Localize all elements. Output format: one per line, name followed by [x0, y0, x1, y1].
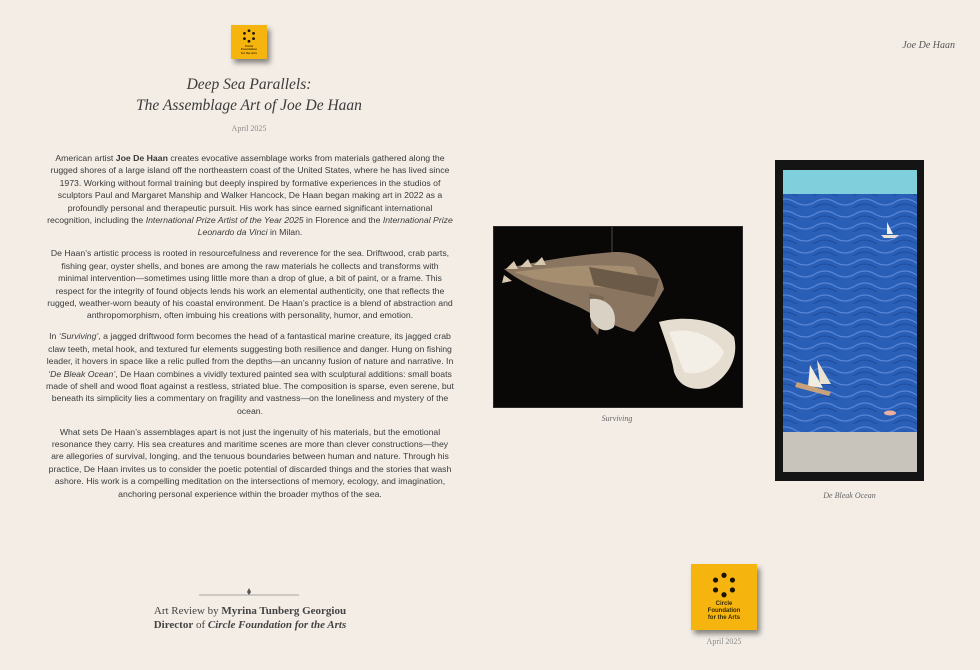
- header-author: Joe De Haan: [902, 40, 955, 51]
- circle-foundation-logo-bottom: [691, 564, 757, 630]
- organization-name: Circle Foundation for the Arts: [207, 619, 347, 631]
- title-line1: Deep Sea Parallels:: [186, 76, 312, 93]
- reviewer-role: Director: [153, 619, 194, 631]
- article-title: [60, 74, 438, 116]
- reviewer-name: Myrina Tunberg Georgiou: [221, 605, 347, 617]
- credit-line2: [100, 618, 400, 632]
- logo-text: [241, 45, 257, 56]
- artwork-photo-surviving: [493, 226, 743, 408]
- logo-line1: Circle: [244, 43, 254, 48]
- credit-line1: [100, 604, 400, 618]
- driftwood-creature-image: [494, 227, 742, 407]
- p1-text-a: American artist: [55, 153, 116, 163]
- p1-text-c: creates evocative assemblage works from materials gathered along the rugged shores of a large island off the northeastern coast of the United States, where he has lived since 1973. Working without formal training but deeply inspired by formative experiences in the studios of sculptors Paul and Margaret Manship and Walker Hancock, De Haan began making art in 2022 as a profoundly personal and therapeutic pursuit. His work has since earned significant international recognition, including the: [47, 153, 450, 226]
- p3-text-e: , De Haan combines a vividly textured painted sea with sculptural additions: small boats made of shell and wood float against a restless, striated blue. The composition is sparse, even serene, but beneath its simplicity lies a commentary on fragility and vastness—on the loneliness and mystery of the ocean.: [46, 368, 454, 416]
- paragraph-4: What sets De Haan’s assemblages apart is not just the ingenuity of his materials, but the emotional resonance they carry. His sea creatures and maritime scenes are more than clever constructions—they are allegories of survival, longing, and the tenuous boundaries between human and nature. Through his practice, De Haan invites us to consider the poetic potential of discarded things and the stories that wash ashore. His work is a compelling meditation on the intersections of memory, ecology, and imagination, anchoring personal experience within the broader mythos of the sea.: [48, 426, 452, 499]
- paragraph-2: De Haan’s artistic process is rooted in resourcefulness and reverence for the sea. Driftwood, crab parts, fishing gear, oyster shells, and bones are among the raw materials he collects and transforms with minimal intervention—sometimes using little more than a drop of glue, a bit of paint, or a frame. This respect for the integrity of found objects lends his work an elemental authenticity, one that reflects the rugged, weather-worn beauty of his coastal environment. De Haan’s practice is a blend of abstraction and anthropomorphism, often imbuing his creations with personality, humor, and emotion.: [47, 248, 453, 321]
- hexagon-ring-icon: [711, 572, 737, 598]
- logo-line2: Foundation: [240, 47, 258, 52]
- title-line2: The Assemblage Art of Joe De Haan: [136, 97, 362, 114]
- footer-date: April 2025: [706, 637, 742, 646]
- paragraph-1: [46, 152, 454, 239]
- credit-prefix: Art Review by: [153, 605, 222, 617]
- logo-line3: for the Arts: [707, 615, 741, 621]
- circle-foundation-logo-top: [231, 25, 267, 59]
- article-body: [46, 152, 454, 509]
- p3-text-a: In: [49, 331, 59, 342]
- p3-text-c: , a jagged driftwood form becomes the head of a fantastical marine creature, its jagged crab claw teeth, metal hook, and textured fur elements suggesting both resilience and danger. Hung on fishing leader, it hovers in space like a relic pulled from the depths—an uncanny fusion of nature and narrative. In: [46, 331, 454, 367]
- prize-leonardo: International Prize Leonardo da Vinci: [197, 215, 453, 238]
- article-date: April 2025: [231, 124, 267, 133]
- paragraph-3: [46, 330, 454, 417]
- credit-of: of: [193, 619, 208, 631]
- caption-surviving: Surviving: [601, 414, 633, 423]
- p1-text-g: in Milan.: [267, 227, 303, 238]
- logo-line1: Circle: [715, 601, 733, 607]
- artist-name: Joe De Haan: [115, 153, 168, 163]
- prize-artist-of-year: International Prize Artist of the Year 2025: [145, 215, 304, 226]
- logo-line2: Foundation: [707, 608, 741, 614]
- work-title-surviving: ‘Surviving’: [58, 331, 99, 342]
- logo-text: [708, 601, 741, 622]
- artwork-frame-bleak-ocean: [775, 160, 924, 481]
- hexagon-ring-icon: [242, 29, 256, 43]
- p1-text-e: in Florence and the: [303, 215, 383, 226]
- divider-ornament-icon: [197, 586, 301, 600]
- work-title-bleak-ocean: ‘De Bleak Ocean’: [48, 368, 116, 379]
- logo-line3: for the Arts: [240, 50, 258, 55]
- caption-bleak-ocean: De Bleak Ocean: [823, 491, 876, 500]
- painted-sea-image: [775, 160, 924, 481]
- review-credit: [100, 604, 400, 632]
